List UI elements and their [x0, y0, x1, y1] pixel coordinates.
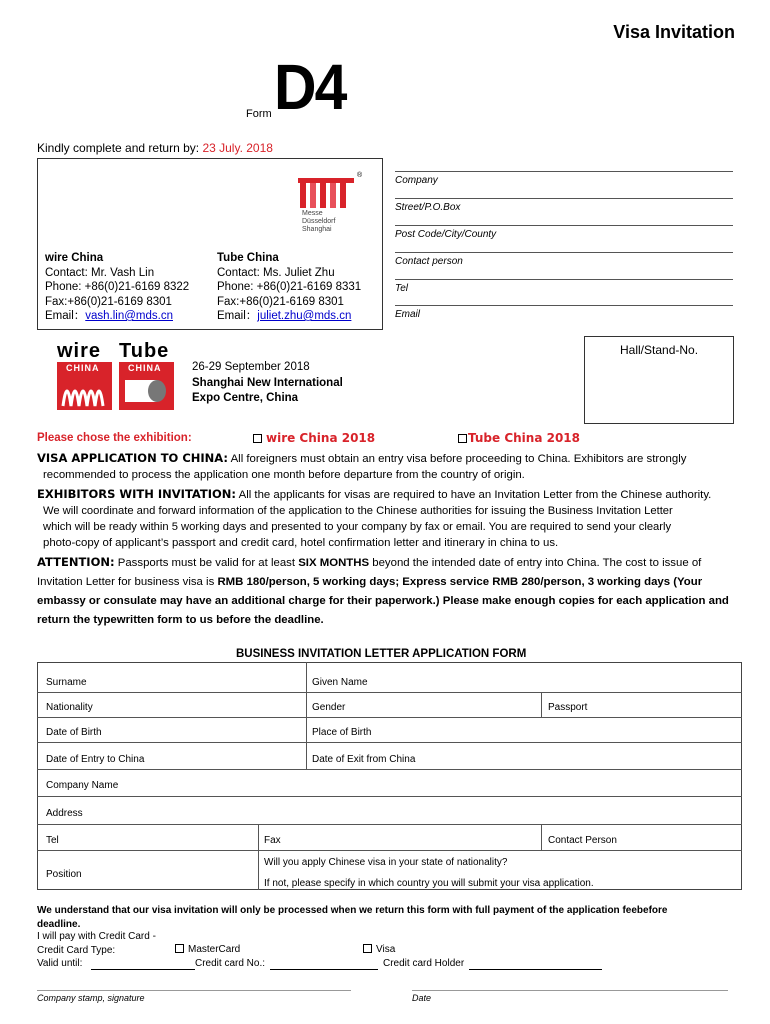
nationality-field[interactable]: Nationality	[46, 702, 93, 713]
form-col-2	[541, 692, 542, 717]
form-title: BUSINESS INVITATION LETTER APPLICATION FORM	[236, 648, 527, 660]
att-text-1c: beyond the intended date of entry into China. The cost to issue of	[372, 557, 702, 569]
card-no-line[interactable]	[270, 969, 378, 970]
option-tube[interactable]	[458, 431, 580, 445]
form-col-3	[258, 824, 259, 890]
wire-phone: Phone: +86(0)21-6169 8322	[45, 281, 190, 293]
wire-email-row	[45, 309, 189, 324]
option-wire[interactable]	[253, 431, 375, 445]
form-row-line-5	[37, 796, 742, 797]
company-line-1[interactable]	[395, 198, 733, 199]
tube-name: Tube China	[217, 252, 279, 264]
form-tel-field[interactable]: Tel	[46, 835, 59, 846]
company-line-5[interactable]	[395, 305, 733, 306]
registered-mark: ®	[357, 172, 363, 179]
entry-date-field[interactable]: Date of Entry to China	[46, 754, 145, 765]
street-field: Street/P.O.Box	[395, 202, 461, 213]
form-col-1	[306, 662, 307, 769]
date-line[interactable]	[412, 990, 728, 991]
event-logo	[55, 342, 180, 412]
att-text-1b: SIX MONTHS	[298, 557, 370, 569]
form-row-line-1	[37, 692, 742, 693]
valid-until-label: Valid until:	[37, 958, 83, 969]
card-type-label: Credit Card Type:	[37, 945, 116, 956]
event-info	[192, 360, 343, 407]
tel-field: Tel	[395, 283, 408, 294]
event-dates: 26-29 September 2018	[192, 361, 310, 373]
event-logo-tube: Tube	[119, 340, 170, 362]
stamp-label: Company stamp, signature	[37, 993, 145, 1003]
form-code: D4	[274, 51, 346, 123]
form-col-4	[541, 824, 542, 850]
att-text-2b: RMB 180/person, 5 working days; Express service RMB 280/person, 3 working days (Your	[217, 576, 703, 588]
valid-until-line[interactable]	[91, 969, 195, 970]
tube-logo-china: CHINA	[128, 363, 162, 373]
wire-checkbox[interactable]	[253, 434, 262, 443]
card-holder-label: Credit card Holder	[383, 958, 465, 969]
page-title: Visa Invitation	[613, 22, 735, 42]
dob-field[interactable]: Date of Birth	[46, 727, 102, 738]
exh-text-3: which will be ready within 5 working days and presented to your company by fax or email. You are required to send your clearly	[43, 521, 672, 533]
visa-title: VISA APPLICATION TO CHINA:	[37, 451, 229, 465]
company-line-4[interactable]	[395, 279, 733, 280]
passport-field[interactable]: Passport	[548, 702, 588, 713]
form-label: Form	[246, 108, 272, 120]
att-title: ATTENTION:	[37, 555, 115, 569]
wire-contact	[45, 251, 189, 324]
payment-notice-1: We understand that our visa invitation will only be processed when we return this form with full payment of the application feebefore	[37, 905, 668, 916]
gender-field[interactable]: Gender	[312, 702, 346, 713]
company-line-0	[395, 171, 733, 172]
exh-text-2: We will coordinate and forward information of the application to the Chinese authorities for issuing the Business Invitation Letter	[43, 505, 673, 517]
visa-card-option[interactable]	[363, 944, 395, 955]
wire-contact-person: Contact: Mr. Vash Lin	[45, 266, 155, 279]
card-holder-line[interactable]	[469, 969, 602, 970]
tube-fax: Fax:+86(0)21-6169 8301	[217, 295, 344, 308]
visa-text-2: recommended to process the application one month before departure from the country of origin.	[43, 469, 525, 481]
form-fax-field[interactable]: Fax	[264, 835, 281, 846]
exhibitors-section	[37, 486, 737, 551]
payment-notice-2: deadline.	[37, 918, 81, 930]
visa-question-1: Will you apply Chinese visa in your state of nationality?	[264, 857, 508, 868]
visa-card-label: Visa	[376, 944, 396, 955]
form-row-line-2	[37, 717, 742, 718]
tube-option-label: Tube China 2018	[468, 431, 580, 445]
tube-email-row	[217, 309, 361, 324]
form-row-line-3	[37, 742, 742, 743]
mastercard-checkbox[interactable]	[175, 944, 184, 953]
exh-title: EXHIBITORS WITH INVITATION:	[37, 487, 237, 501]
event-venue-1: Shanghai New International	[192, 376, 343, 389]
tube-contact	[217, 251, 361, 324]
form-row-line-4	[37, 769, 742, 770]
tube-logo-block	[119, 362, 174, 410]
contact-person-field: Contact person	[395, 256, 463, 267]
hall-stand-label: Hall/Stand-No.	[620, 343, 699, 357]
postcode-field: Post Code/City/County	[395, 229, 497, 240]
deadline-label: Kindly complete and return by:	[37, 141, 200, 155]
form-row-line-7	[37, 850, 742, 851]
date-label: Date	[412, 993, 432, 1003]
visa-text-1: All foreigners must obtain an entry visa before proceeding to China. Exhibitors are strongly	[230, 453, 687, 465]
card-no-label: Credit card No.:	[195, 958, 266, 969]
wire-email-link[interactable]: vash.lin@mds.cn	[85, 310, 173, 322]
given-name-field[interactable]: Given Name	[312, 677, 368, 688]
address-field[interactable]: Address	[46, 808, 83, 819]
tube-email-link[interactable]: juliet.zhu@mds.cn	[257, 310, 352, 322]
visa-section	[37, 450, 737, 483]
exh-text-1: All the applicants for visas are required to have an Invitation Letter from the Chinese authority.	[238, 489, 712, 501]
att-text-3: embassy or consulate may have an additional charge for their paperwork.) Please make enough copies for each application and	[37, 595, 729, 607]
wire-coil-icon	[61, 376, 109, 408]
form-row-line-6	[37, 824, 742, 825]
surname-field[interactable]: Surname	[46, 677, 87, 688]
company-field: Company	[395, 175, 438, 186]
tube-checkbox[interactable]	[458, 434, 467, 443]
pob-field[interactable]: Place of Birth	[312, 727, 372, 738]
company-line-3[interactable]	[395, 252, 733, 253]
event-logo-wire: wire	[57, 340, 102, 362]
visa-question-2[interactable]: If not, please specify in which country you will submit your visa application.	[264, 878, 594, 889]
form-contact-field[interactable]: Contact Person	[548, 835, 617, 846]
payment-notice	[37, 904, 737, 931]
event-venue-2: Expo Centre, China	[192, 392, 299, 404]
deadline-date: 23 July. 2018	[202, 141, 273, 155]
attention-section	[37, 553, 737, 630]
visa-checkbox[interactable]	[363, 944, 372, 953]
exit-date-field[interactable]: Date of Exit from China	[312, 754, 416, 765]
exh-text-4: photo-copy of applicant’s passport and credit card, hotel confirmation letter and itinerary in china to us.	[43, 537, 559, 549]
att-text-2a: Invitation Letter for business visa is	[37, 576, 215, 588]
application-form	[37, 662, 742, 890]
wire-email-label: Email：	[45, 310, 86, 322]
att-text-1a: Passports must be valid for at least	[117, 557, 296, 569]
company-name-field[interactable]: Company Name	[46, 780, 119, 791]
messe-logo	[298, 178, 354, 213]
mastercard-option[interactable]	[175, 944, 240, 955]
wire-name: wire China	[45, 252, 104, 264]
stamp-line[interactable]	[37, 990, 351, 991]
deadline	[37, 141, 273, 155]
mastercard-label: MasterCard	[188, 944, 241, 955]
wire-option-label: wire China 2018	[266, 431, 376, 445]
tube-phone: Phone: +86(0)21-6169 8331	[217, 281, 362, 293]
tube-contact-person: Contact: Ms. Juliet Zhu	[217, 266, 335, 279]
wire-logo-china: CHINA	[66, 363, 100, 373]
tube-email-label: Email：	[217, 310, 258, 322]
wire-logo-block	[57, 362, 112, 410]
att-text-4: return the typewritten form to us before the deadline.	[37, 614, 324, 626]
position-field[interactable]: Position	[46, 869, 82, 880]
pay-with: I will pay with Credit Card -	[37, 931, 156, 942]
tube-pipe-icon	[123, 376, 171, 408]
wire-fax: Fax:+86(0)21-6169 8301	[45, 295, 172, 308]
messe-logo-icon	[298, 178, 354, 208]
messe-logo-text: Messe Düsseldorf Shanghai	[302, 210, 336, 233]
email-field: Email	[395, 309, 421, 320]
exhibition-label: Please chose the exhibition:	[37, 432, 192, 444]
company-line-2[interactable]	[395, 225, 733, 226]
